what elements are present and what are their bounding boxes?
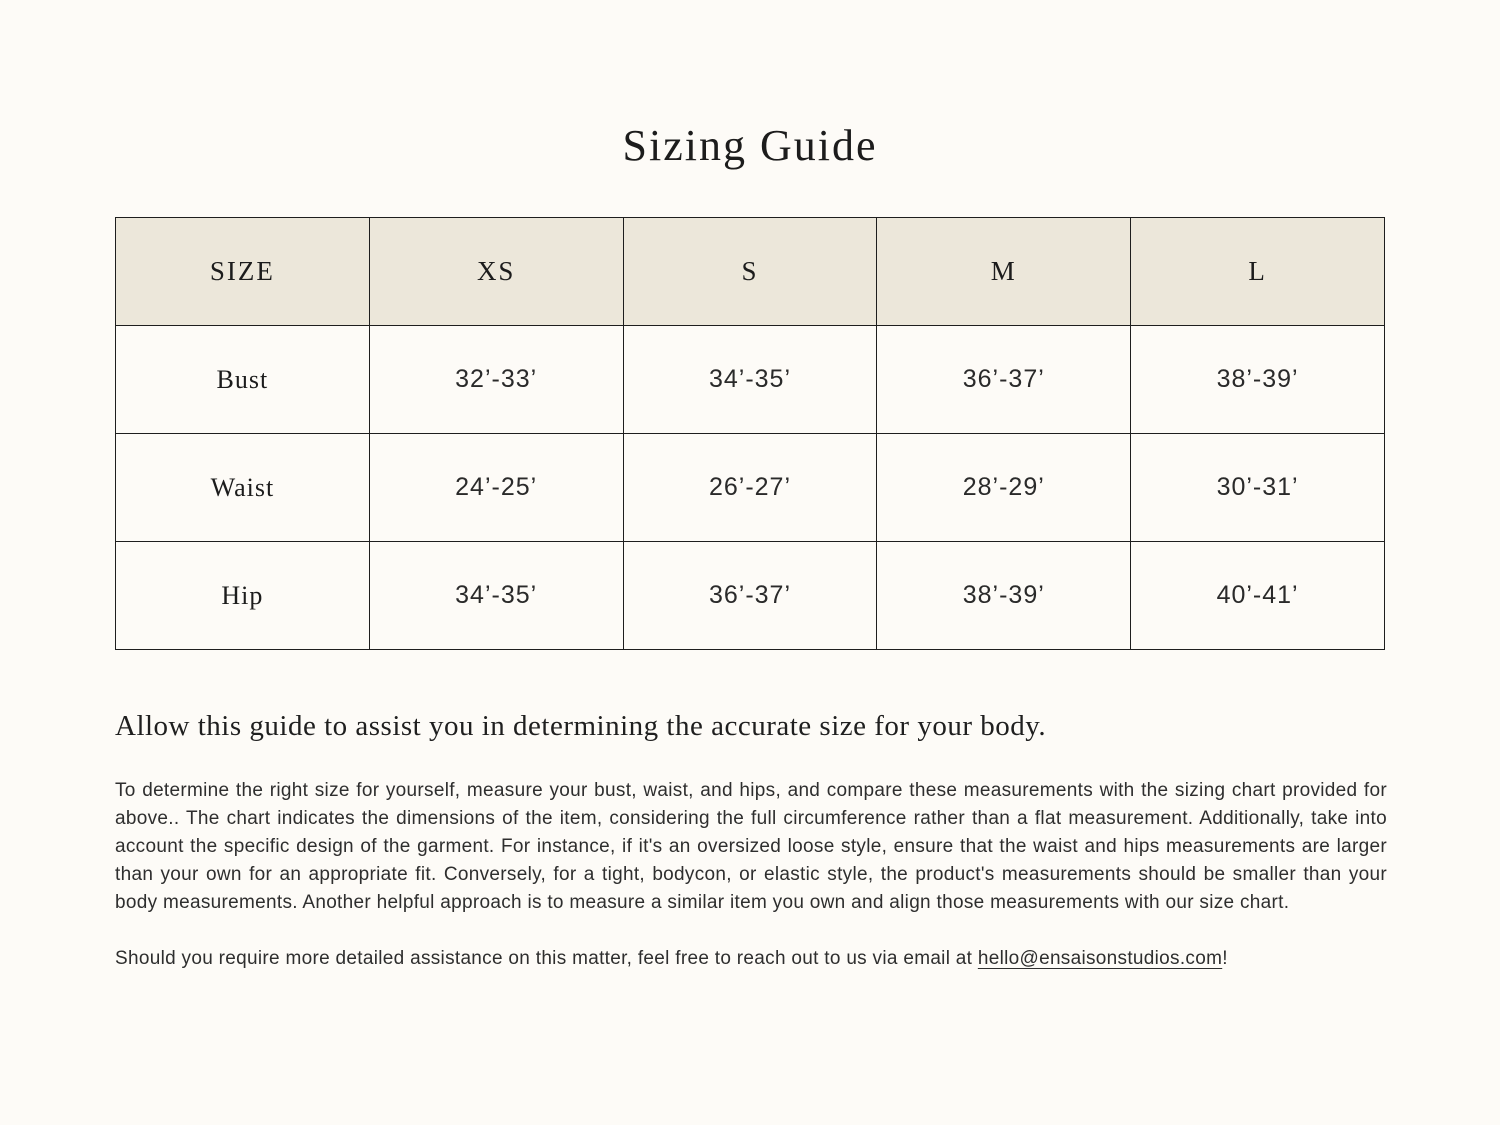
- table-cell: 28’-29’: [877, 434, 1131, 542]
- guide-paragraph: To determine the right size for yourself, measure your bust, waist, and hips, and compare these measurements with the sizing chart provided for above.. The chart indicates the dimensions of the item, considering the full circumference rather than a flat measurement. Additionally, take into account the specific design of the garment. For instance, if it's an oversized loose style, ensure that the waist and hips measurements are larger than your own for an appropriate fit. Conversely, for a tight, bodycon, or elastic style, the product's measurements should be smaller than your body measurements. Another helpful approach is to measure a similar item you own and align those measurements with our size chart.: [115, 780, 1387, 913]
- sizing-table-body: [116, 326, 1385, 650]
- table-cell: 32’-33’: [369, 326, 623, 434]
- contact-line: [115, 945, 1387, 973]
- table-cell: 24’-25’: [369, 434, 623, 542]
- table-header-size: SIZE: [116, 218, 370, 326]
- table-row-bust: [116, 326, 1385, 434]
- table-cell: 38’-39’: [1131, 326, 1385, 434]
- table-header-row: [116, 218, 1385, 326]
- table-cell: 34’-35’: [623, 326, 877, 434]
- table-header-s: S: [623, 218, 877, 326]
- table-header-m: M: [877, 218, 1131, 326]
- table-cell: 40’-41’: [1131, 542, 1385, 650]
- table-cell: 36’-37’: [877, 326, 1131, 434]
- table-cell: 26’-27’: [623, 434, 877, 542]
- table-header-xs: XS: [369, 218, 623, 326]
- row-label-hip: Hip: [116, 542, 370, 650]
- table-cell: 34’-35’: [369, 542, 623, 650]
- guide-subtitle: Allow this guide to assist you in determining the accurate size for your body.: [115, 710, 1047, 742]
- table-cell: 36’-37’: [623, 542, 877, 650]
- table-row-hip: [116, 542, 1385, 650]
- sizing-table-header: [116, 218, 1385, 326]
- table-cell: 38’-39’: [877, 542, 1131, 650]
- table-cell: 30’-31’: [1131, 434, 1385, 542]
- table-header-l: L: [1131, 218, 1385, 326]
- table-row-waist: [116, 434, 1385, 542]
- row-label-bust: Bust: [116, 326, 370, 434]
- contact-text-prefix: Should you require more detailed assistance on this matter, feel free to reach out to us via email at: [115, 948, 978, 969]
- contact-text-suffix: !: [1222, 948, 1228, 969]
- row-label-waist: Waist: [116, 434, 370, 542]
- email-link[interactable]: hello@ensaisonstudios.com: [977, 948, 1223, 969]
- sizing-table: [115, 217, 1385, 650]
- page-title: Sizing Guide: [622, 121, 878, 170]
